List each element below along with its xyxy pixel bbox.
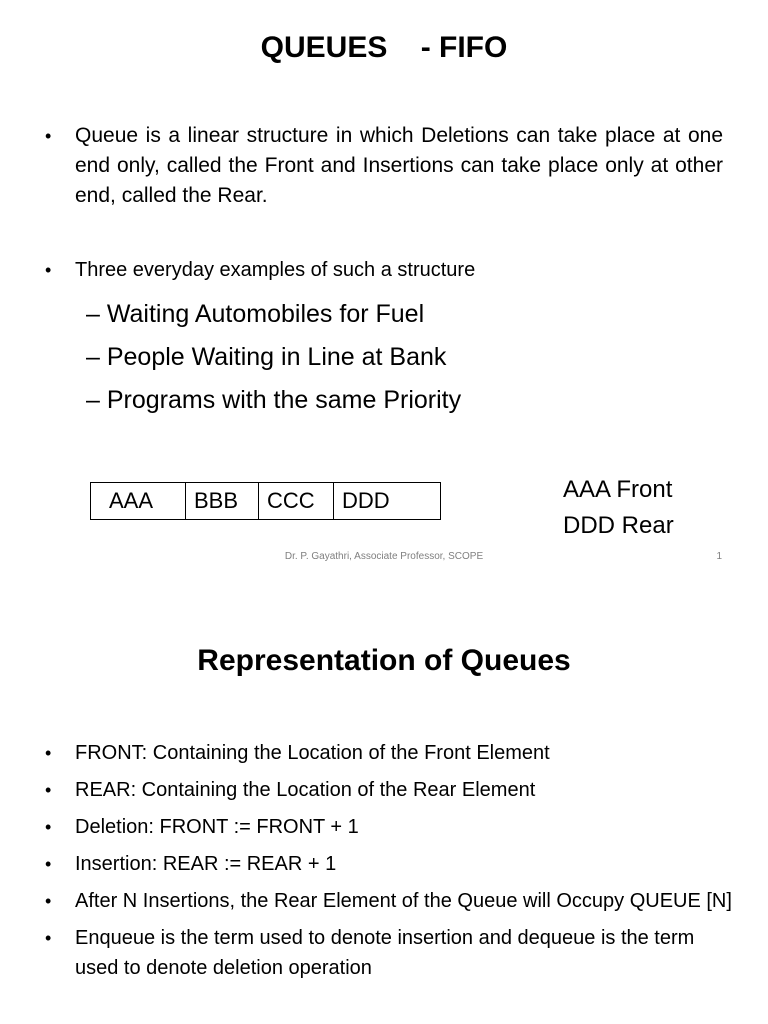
queue-cell: DDD [334,483,441,520]
list-item [45,886,735,916]
front-label: AAA Front [563,476,673,503]
slide-footer: Dr. P. Gayathri, Associate Professor, SCOPE [284,551,484,562]
bullet-icon: • [45,743,52,763]
bullet-icon: • [45,854,52,874]
bullet-icon: • [45,817,52,837]
queue-labels [563,472,674,544]
list-item [45,738,735,768]
queue-cell: AAA [91,483,186,520]
bullet-text: REAR: Containing the Location of the Rear Element [75,779,536,801]
page-number: 1 [716,551,722,562]
slide-1-title: QUEUES - FIFO [260,31,508,64]
bullet-text: Deletion: FRONT := FRONT + 1 [75,816,359,838]
bullet-text: After N Insertions, the Rear Element of the Queue will Occupy QUEUE [N] [75,890,732,912]
sub-bullet-item: – Programs with the same Priority [86,386,462,414]
slide-1-bullet-list-2 [45,255,723,285]
sub-bullet-item: – People Waiting in Line at Bank [86,343,447,371]
bullet-text: FRONT: Containing the Location of the Front Element [75,742,550,764]
slide-1-bullet-list-1 [45,121,723,211]
slide-2-title: Representation of Queues [197,644,571,677]
sub-bullet-list [86,293,461,422]
sub-bullet-item: – Waiting Automobiles for Fuel [86,300,425,328]
bullet-text: Insertion: REAR := REAR + 1 [75,853,337,875]
bullet-icon: • [45,260,52,280]
list-item [45,775,735,805]
rear-label: DDD Rear [563,512,674,539]
list-item [45,812,735,842]
queue-diagram [90,482,441,520]
list-item [45,255,723,285]
queue-cell: CCC [259,483,334,520]
queue-cell: BBB [186,483,259,520]
list-item [45,849,735,879]
bullet-icon: • [45,928,52,948]
queue-row [91,483,441,520]
list-item [45,121,723,211]
bullet-icon: • [45,126,52,146]
bullet-text: Three everyday examples of such a structure [75,259,476,281]
bullet-text: Enqueue is the term used to denote insertion and dequeue is the term used to denote deletion operation [75,927,695,979]
bullet-icon: • [45,780,52,800]
bullet-icon: • [45,891,52,911]
slide-2 [0,576,768,1024]
list-item [45,923,735,983]
bullet-text: Queue is a linear structure in which Deletions can take place at one end only, called the Front and Insertions can take place only at other end, called the Rear. [75,124,723,207]
slide-2-bullet-list [45,738,735,990]
